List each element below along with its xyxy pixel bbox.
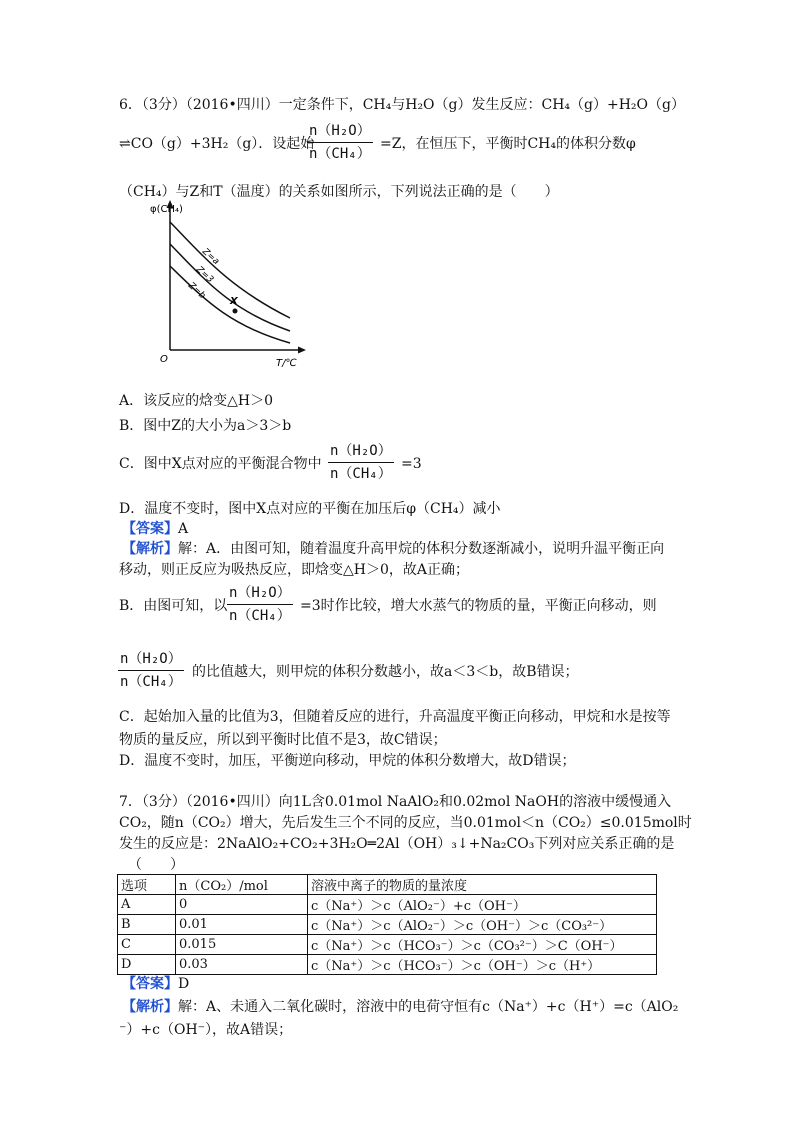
curve-label-z-a: Z=a [199, 246, 221, 268]
q6-option-d: D．温度不变时，图中X点对应的平衡在加压后φ（CH₄）减小 [119, 501, 501, 517]
q6-analysis-line1 [122, 540, 664, 558]
analysis-text: 解：A、未通入二氧化碳时，溶液中的电荷守恒有c（Na⁺）+c（H⁺）=c（AlO₂ [178, 999, 679, 1015]
fraction-numerator: n（H₂O） [330, 443, 392, 459]
table-cell: C [118, 935, 176, 955]
curve-label-z-3: Z=3 [193, 264, 216, 286]
q6-analysis-b2-fraction [118, 650, 184, 691]
fraction-bar [328, 462, 394, 463]
q6-stem-line2-pre: ⇌CO（g）+3H₂（g）．设起始 [119, 136, 315, 152]
table-cell: c（Na⁺）＞c（AlO₂⁻）＞c（OH⁻）＞c（CO₃²⁻） [308, 915, 657, 935]
answer-tag: 【答案】 [122, 521, 178, 537]
q6-analysis-line2: 移动，则正反应为吸热反应，即焓变△H＞0，故A正确； [119, 562, 469, 578]
fraction-numerator: n（H₂O） [120, 651, 182, 667]
point-x-marker [233, 309, 238, 314]
fraction-bar [227, 604, 293, 605]
table-cell: 0.01 [176, 915, 308, 935]
fraction-denominator: n（CH₄） [309, 146, 371, 162]
q6-option-a: A．该反应的焓变△H＞0 [119, 393, 273, 409]
table-header-cell: n（CO₂）/mol [176, 875, 308, 895]
fraction-bar [118, 670, 184, 671]
y-axis-label: φ(CH₄) [150, 204, 183, 215]
x-axis-arrow [298, 347, 306, 354]
q7-stem-line1: 7．（3分）（2016•四川）向1L含0.01mol NaAlO₂和0.02mol NaOH的溶液中缓慢通入 [119, 794, 672, 810]
point-x-label: X [230, 296, 238, 307]
fraction-denominator: n（CH₄） [229, 608, 291, 624]
q6-figure [150, 198, 310, 368]
table-row [118, 895, 657, 915]
q6-stem-line1: 6．（3分）（2016•四川）一定条件下，CH₄与H₂O（g）发生反应：CH₄（g）+H₂O（g） [119, 97, 685, 113]
q7-analysis-line2: ⁻）+c（OH⁻），故A错误； [119, 1022, 293, 1038]
curve-label-z-b: Z=b [185, 280, 208, 302]
table-cell: B [118, 915, 176, 935]
q7-stem-line3: 发生的反应是：2NaAlO₂+CO₂+3H₂O═2Al（OH）₃↓+Na₂CO₃下列对应关系正确的是 [119, 836, 675, 852]
fraction-denominator: n（CH₄） [120, 674, 182, 690]
table-row [118, 955, 657, 975]
table-row [118, 935, 657, 955]
table-header-row [118, 875, 657, 895]
q6-option-c-post: =3 [401, 456, 422, 472]
answer-tag: 【答案】 [122, 976, 178, 992]
table-cell: A [118, 895, 176, 915]
analysis-text: 解：A．由图可知，随着温度升高甲烷的体积分数逐渐减小，说明升温平衡正向 [178, 541, 665, 557]
q6-stem-line3: （CH₄）与Z和T（温度）的关系如图所示，下列说法正确的是（ ） [119, 184, 559, 200]
q6-stem-line2-post: =Z，在恒压下，平衡时CH₄的体积分数φ [380, 136, 636, 152]
q7-answer [122, 975, 189, 993]
q6-analysis-b-pre: B．由图可知，以 [119, 598, 228, 614]
q6-option-c-pre: C．图中X点对应的平衡混合物中 [119, 456, 322, 472]
q7-analysis-line1 [122, 998, 678, 1016]
q6-option-b: B．图中Z的大小为a＞3＞b [119, 418, 292, 434]
q6-analysis-b-post: =3时作比较，增大水蒸气的物质的量，平衡正向移动，则 [300, 598, 657, 614]
q6-option-c-fraction [328, 442, 394, 483]
origin-label: O [160, 354, 168, 365]
analysis-tag: 【解析】 [122, 541, 178, 557]
table-cell: c（Na⁺）＞c（HCO₃⁻）＞c（OH⁻）＞c（H⁺） [308, 955, 657, 975]
q6-analysis-b-fraction [227, 584, 293, 625]
analysis-tag: 【解析】 [122, 999, 178, 1015]
q6-stem-fraction [307, 122, 373, 163]
table-cell: 0 [176, 895, 308, 915]
q6-analysis-c2: 物质的量反应，所以到平衡时比值不是3，故C错误； [119, 732, 447, 748]
q6-answer [122, 520, 188, 538]
fraction-numerator: n（H₂O） [309, 123, 371, 139]
table-header-cell: 选项 [118, 875, 176, 895]
q7-stem-line2: CO₂，随n（CO₂）增大，先后发生三个不同的反应，当0.01mol＜n（CO₂）≤0.015mol时 [119, 815, 692, 831]
q7-options-table [117, 874, 657, 975]
q7-stem-line4: （ ） [128, 857, 184, 873]
table-cell: D [118, 955, 176, 975]
table-cell: c（Na⁺）＞c（HCO₃⁻）＞c（CO₃²⁻）＞C（OH⁻） [308, 935, 657, 955]
answer-value: A [178, 521, 189, 537]
fraction-numerator: n（H₂O） [229, 585, 291, 601]
fraction-denominator: n（CH₄） [330, 466, 392, 482]
q6-analysis-b2: 的比值越大，则甲烷的体积分数越小，故a＜3＜b，故B错误； [192, 664, 579, 680]
fraction-bar [307, 142, 373, 143]
answer-value: D [178, 976, 190, 992]
table-cell: c（Na⁺）＞c（AlO₂⁻）+c（OH⁻） [308, 895, 657, 915]
table-row [118, 915, 657, 935]
table-header-cell: 溶液中离子的物质的量浓度 [308, 875, 657, 895]
table-cell: 0.03 [176, 955, 308, 975]
q6-analysis-c1: C．起始加入量的比值为3，但随着反应的进行，升高温度平衡正向移动，甲烷和水是按等 [119, 709, 671, 725]
q6-analysis-d: D．温度不变时，加压，平衡逆向移动，甲烷的体积分数增大，故D错误； [119, 753, 576, 769]
table-cell: 0.015 [176, 935, 308, 955]
x-axis-label: T/℃ [276, 358, 297, 368]
